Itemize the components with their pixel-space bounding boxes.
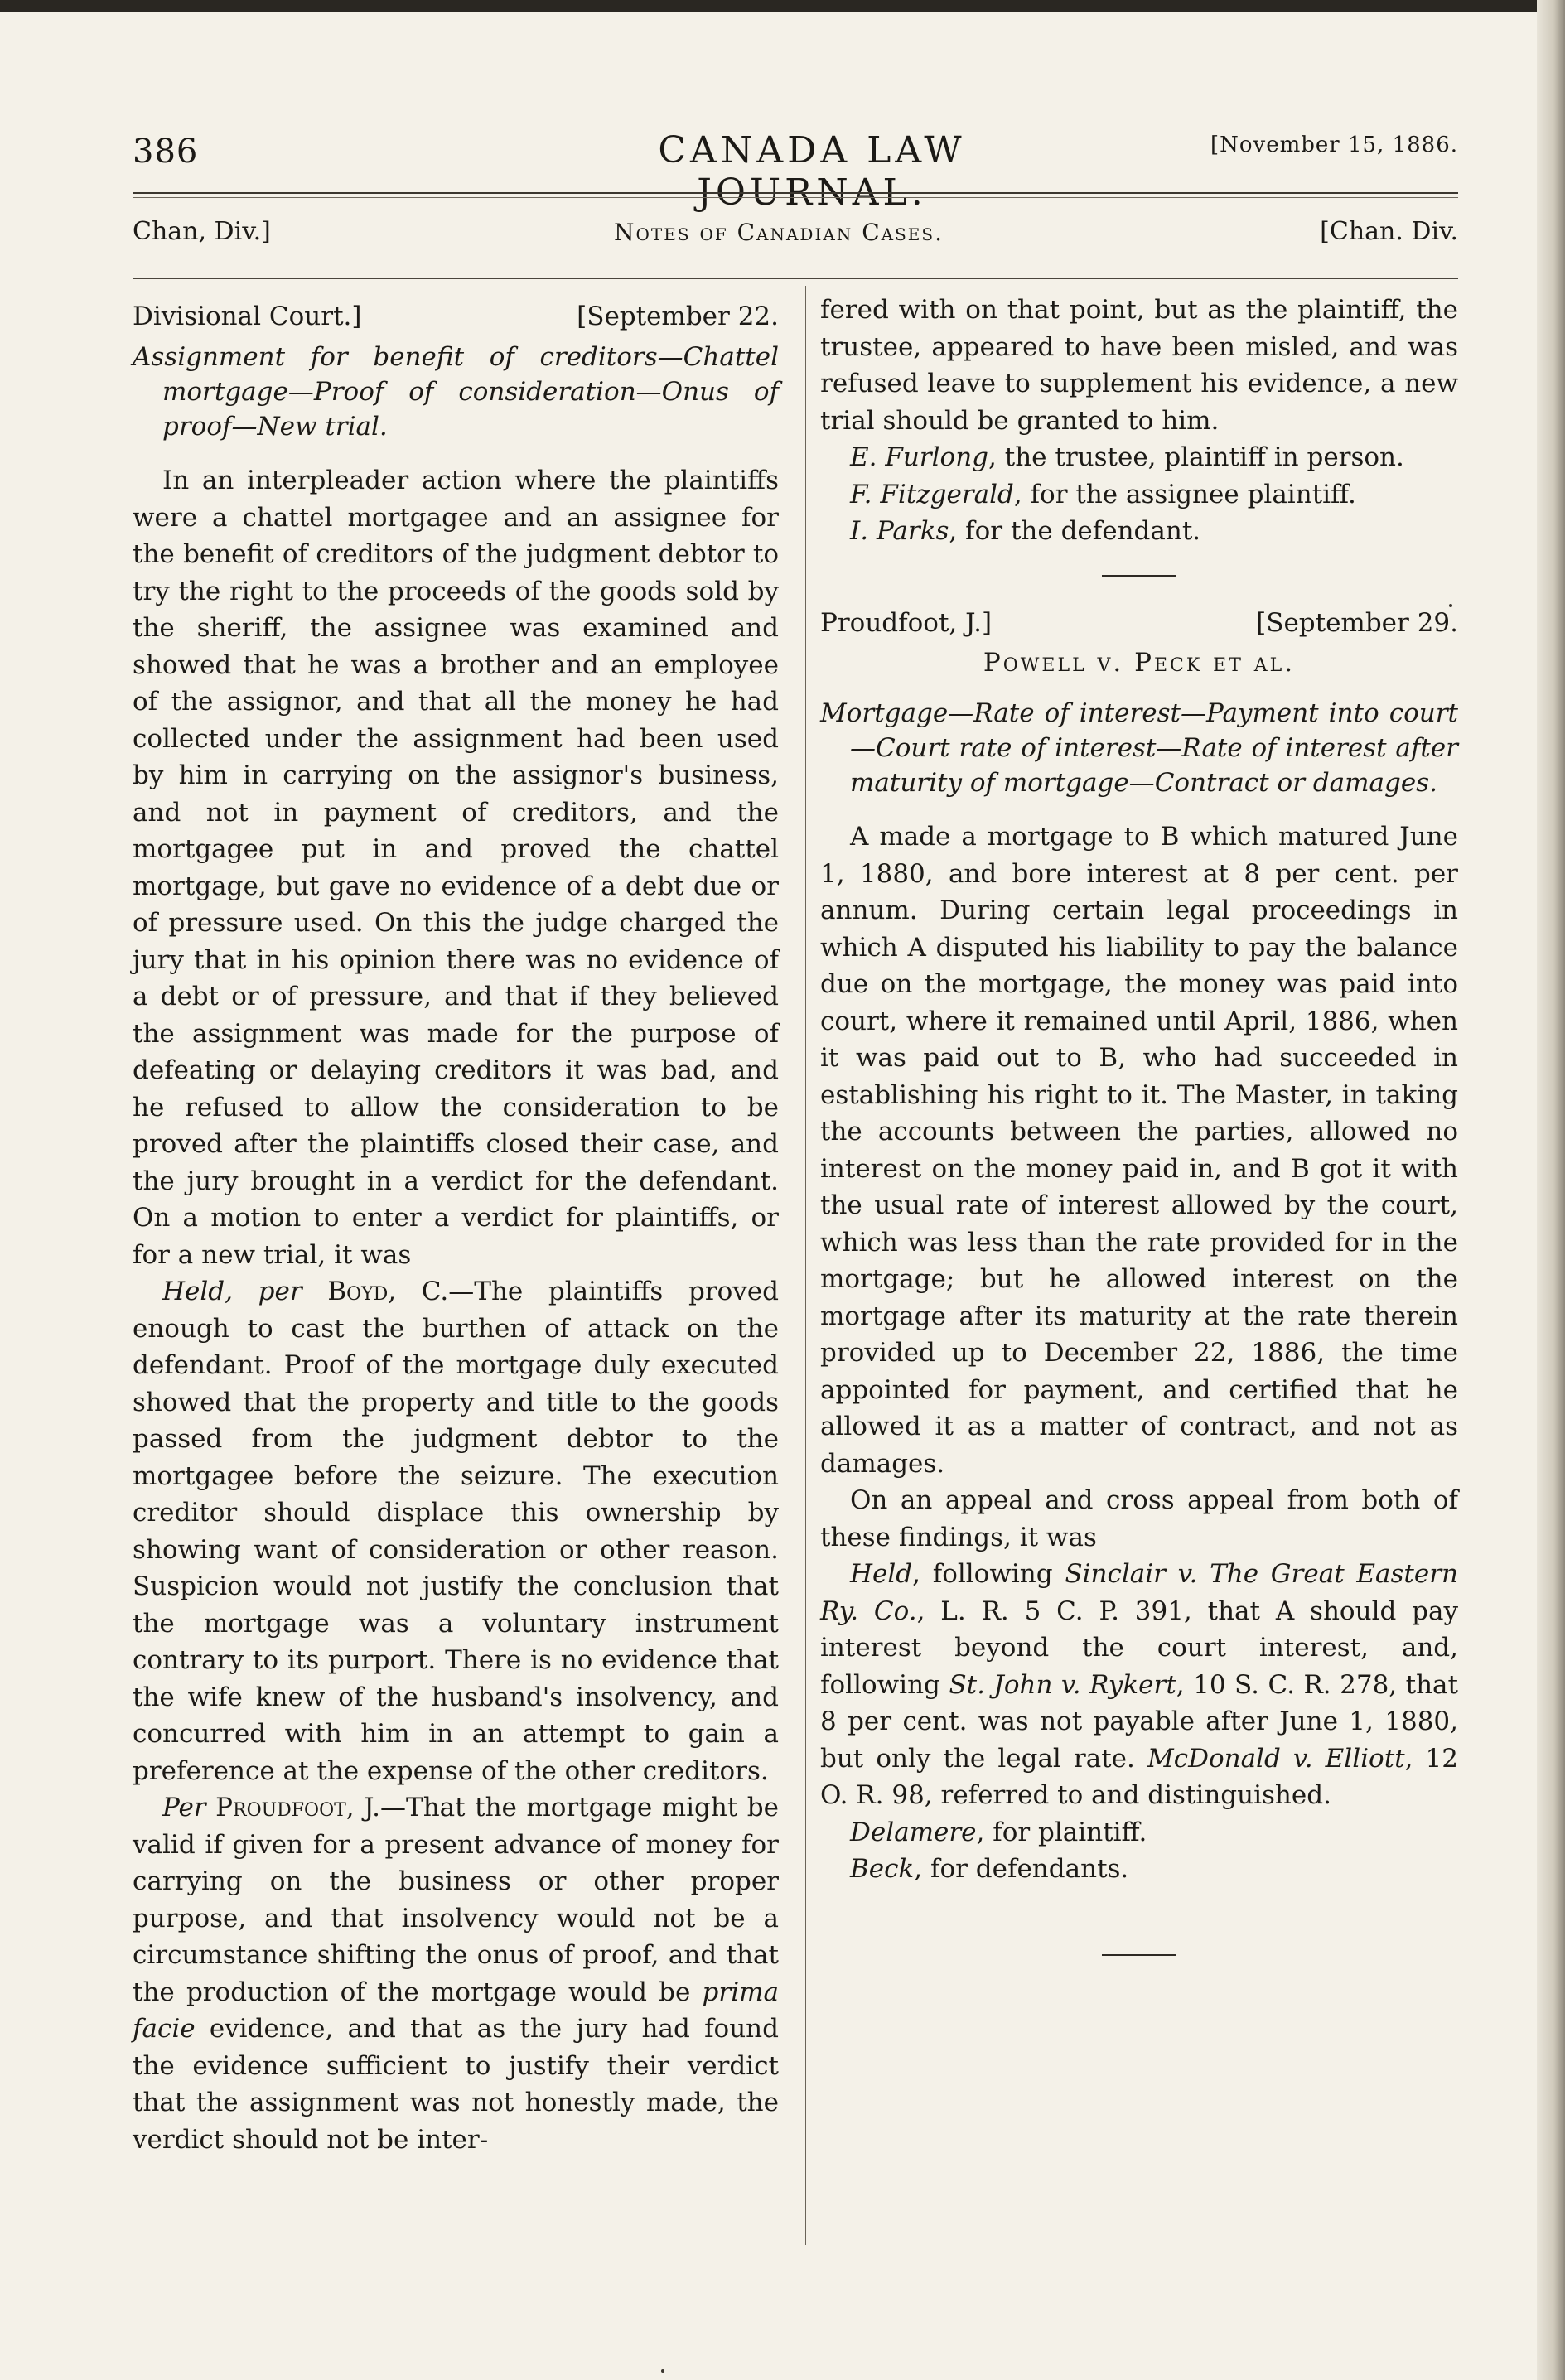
case2-title: Powell v. Peck et al.	[983, 647, 1296, 678]
counsel-name: I. Parks	[850, 516, 949, 546]
case1-headnote: Assignment for benefit of creditors—Chattel mortgage—Proof of consideration—Onus of proof—New trial.	[133, 342, 779, 442]
counsel-name: E. Furlong	[850, 442, 989, 472]
counsel-role: , for the assignee plaintiff.	[1013, 479, 1356, 509]
case2-date: [September 29.	[1256, 607, 1458, 638]
journal-title: CANADA LAW JOURNAL.	[658, 129, 966, 214]
citation-sinclair-ref: , L. R. 5 C. P. 391, that A should pay interest beyond the court interest, and, following	[820, 1596, 1459, 1700]
citation-sinclair: Sinclair v. The Great Eastern Ry. Co.	[820, 1559, 1458, 1626]
case2-appeal: On an appeal and cross appeal from both of these findings, it was	[820, 1485, 1458, 1552]
citation-mcdonald-ref: , 12 O. R. 98, referred to and distinguished.	[820, 1743, 1459, 1810]
case1-date: [September 22.	[577, 302, 779, 331]
scan-speck	[1449, 604, 1452, 607]
judge-boyd: Boyd	[327, 1277, 389, 1306]
issue-date: [November 15, 1886.	[1210, 133, 1458, 157]
section-head	[133, 217, 1458, 258]
case1-counsel-3	[820, 513, 1458, 550]
case1-continuation: fered with on that point, but as the plaintiff, the trustee, appeared to have been misled, and was refused leave to supplement his evidence, a new trial should be granted to him.	[820, 295, 1458, 436]
case2-held	[820, 1556, 1458, 1814]
citation-st-john-ref: , 10 S. C. R. 278, that 8 per cent. was not payable after June 1, 1880, but only the legal rate.	[820, 1669, 1458, 1774]
counsel-role: , for plaintiff.	[976, 1817, 1147, 1847]
counsel-role: , for defendants.	[914, 1854, 1129, 1884]
counsel-name: F. Fitzgerald	[850, 479, 1014, 509]
right-column	[820, 292, 1458, 1984]
header-rule-thin	[133, 197, 1458, 198]
per-label: Per	[162, 1793, 206, 1822]
case2-facts: A made a mortgage to B which matured June 1, 1880, and bore interest at 8 per cent. per annum. During certain legal proceedings in which A disputed his liability to pay the balance due on the mortgage, the money was paid into court, where it remained until April, 1886, when it was paid out to B, who had succeeded in establishing his right to it. The Master, in taking the accounts between the parties, allowed no interest on the money paid in, and B got it with the usual rate of interest allowed by the court, which was less than the rate provided for in the mortgage; but he allowed interest on the mortgage after its maturity at the rate therein provided up to December 22, 1886, the time appointed for payment, and certified that he allowed it as a matter of contract, and not as damages.	[820, 822, 1458, 1479]
scan-right-edge	[1537, 0, 1565, 2380]
page-number: 386	[133, 133, 199, 171]
section-division-right: [Chan. Div.	[1320, 217, 1458, 246]
case-separator	[1102, 575, 1176, 577]
case2-court: Proudfoot, J.]	[820, 607, 993, 638]
held-label: Held, per	[162, 1277, 302, 1306]
held-label: Held	[850, 1559, 913, 1589]
section-title: Notes of Canadian Cases.	[614, 219, 944, 246]
counsel-name: Delamere	[850, 1817, 977, 1847]
case1-per-proudfoot	[133, 1789, 779, 2158]
counsel-role: , the trustee, plaintiff in person.	[988, 442, 1404, 472]
case2-headnote: Mortgage—Rate of interest—Payment into court—Court rate of interest—Rate of interest after maturity of mortgage—Contract or damages.	[820, 698, 1458, 798]
case1-court: Divisional Court.]	[133, 302, 362, 331]
case2-counsel-2	[820, 1851, 1458, 1888]
end-separator	[1102, 1954, 1176, 1956]
column-divider	[805, 286, 806, 2245]
case1-per-text-a: , J.—That the mortgage might be valid if given for a present advance of money for carrying on the business or other proper purpose, and that insolvency would not be a circumstance shifting the onus of proof, and that the production of the mortgage would be	[133, 1793, 779, 2007]
running-head	[133, 124, 1458, 214]
scan-speck	[661, 2369, 664, 2373]
case2-court-line	[820, 605, 1458, 641]
case1-held-boyd	[133, 1273, 779, 1789]
section-division-left: Chan, Div.]	[133, 217, 271, 246]
counsel-name: Beck	[850, 1854, 915, 1884]
citation-st-john: St. John v. Rykert	[949, 1669, 1176, 1700]
case1-held-text: , C.—The plaintiffs proved enough to cast the burthen of attack on the defendant. Proof of the mortgage duly executed showed that the property and title to the goods passed from the judgment debtor to the mortgagee before the seizure. The execution creditor should displace this ownership by showing want of consideration or other reason. Suspicion would not justify the conclusion that the mortgage was a voluntary instrument contrary to its purport. There is no evidence that the wife knew of the husband's insolvency, and concurred with him in an attempt to gain a preference at the expense of the other creditors.	[133, 1277, 780, 1786]
prima-facie: prima facie	[133, 1977, 779, 2044]
case1-court-line	[133, 298, 779, 335]
section-rule	[133, 278, 1458, 279]
scan-top-edge	[0, 0, 1565, 12]
case1-counsel-2	[820, 476, 1458, 514]
case1-counsel-1	[820, 439, 1458, 476]
case2-counsel-1	[820, 1814, 1458, 1851]
held-following: , following	[912, 1559, 1053, 1589]
left-column	[133, 298, 779, 2158]
case1-facts: In an interpleader action where the plaintiffs were a chattel mortgagee and an assignee for the benefit of creditors of the judgment debtor to try the right to the proceeds of the goods sold by the sheriff, the assignee was examined and showed that he was a brother and an employee of the assignor, and that all the money he had collected under the assignment had been used by him in carrying on the assignor's business, and not in payment of creditors, and the mortgagee put in and proved the chattel mortgage, but gave no evidence of a debt due or of pressure used. On this the judge charged the jury that in his opinion there was no evidence of a debt or of pressure, and that if they believed the assignment was made for the purpose of defeating or delaying creditors it was bad, and he refused to allow the consideration to be proved after the plaintiffs closed their case, and the jury brought in a verdict for the defendant. On a motion to enter a verdict for plaintiffs, or for a new trial, it was	[133, 466, 779, 1270]
counsel-role: , for the defendant.	[949, 516, 1201, 546]
header-rule	[133, 192, 1458, 194]
case1-per-text-b: evidence, and that as the jury had found the evidence sufficient to justify their verdict that the assignment was not honestly made, the verdict should not be inter-	[133, 2014, 779, 2155]
citation-mcdonald: McDonald v. Elliott	[1147, 1743, 1405, 1774]
judge-proudfoot: Proudfoot	[215, 1793, 346, 1822]
